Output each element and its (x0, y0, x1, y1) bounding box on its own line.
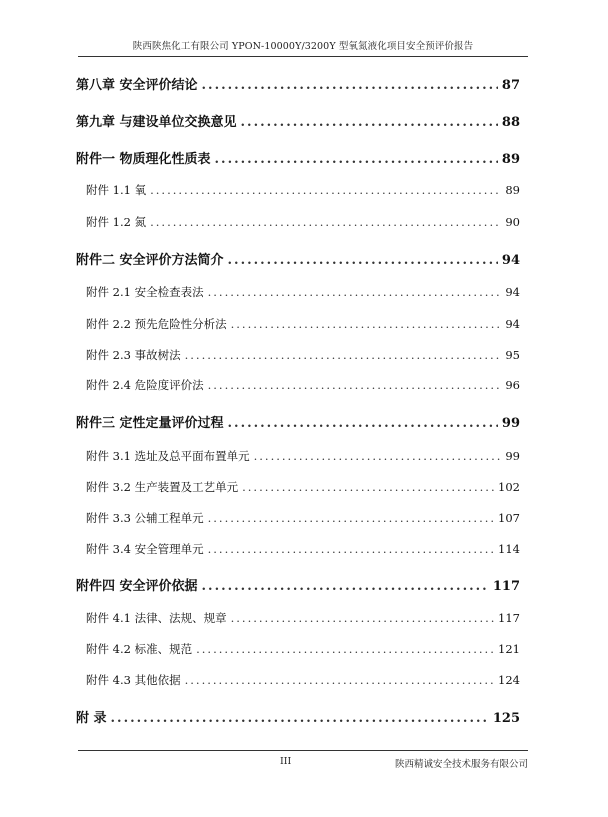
footer-page-number: III (280, 756, 292, 767)
toc-entry-page: 88 (501, 115, 520, 130)
toc-leader (185, 348, 502, 362)
toc-entry[interactable] (76, 412, 520, 431)
toc-entry-page: 87 (501, 78, 520, 93)
toc-entry[interactable] (76, 111, 520, 130)
toc-entry[interactable] (76, 448, 520, 464)
toc-leader (215, 152, 498, 167)
toc-entry-page: 99 (505, 449, 520, 463)
toc-leader (241, 115, 498, 130)
toc-entry-label: 附件 1.1 氧 (86, 183, 147, 197)
header-rule (78, 56, 528, 57)
toc-entry-label: 附件 2.2 预先危险性分析法 (86, 317, 227, 331)
toc-entry-label: 附件三 定性定量评价过程 (76, 416, 224, 431)
toc-leader (150, 183, 501, 197)
toc-leader (231, 317, 502, 331)
toc-leader (231, 611, 494, 625)
toc-entry-page: 114 (498, 542, 520, 556)
toc-entry-page: 102 (498, 480, 520, 494)
toc-leader (196, 642, 494, 656)
toc-entry[interactable] (76, 575, 520, 594)
toc-entry[interactable] (76, 249, 520, 268)
toc-entry[interactable] (76, 510, 520, 526)
toc-entry-label: 第九章 与建设单位交换意见 (76, 115, 237, 130)
toc-leader (208, 378, 502, 392)
toc-entry-page: 117 (492, 579, 520, 594)
toc-leader (150, 215, 501, 229)
toc-entry-page: 96 (505, 378, 520, 392)
toc-entry-label: 附件 3.3 公辅工程单元 (86, 511, 204, 525)
toc-entry-page: 117 (498, 611, 520, 625)
toc-entry-label: 附件 2.4 危险度评价法 (86, 378, 204, 392)
toc-entry-label: 附件四 安全评价依据 (76, 579, 198, 594)
toc-entry[interactable] (76, 74, 520, 93)
toc-entry-label: 附件 1.2 氮 (86, 215, 147, 229)
toc-entry-page: 124 (498, 673, 520, 687)
toc-entry-label: 附件二 安全评价方法简介 (76, 253, 224, 268)
toc-entry-label: 附件 3.4 安全管理单元 (86, 542, 204, 556)
toc-entry-label: 附件一 物质理化性质表 (76, 152, 211, 167)
toc-entry[interactable] (76, 214, 520, 230)
toc-entry-label: 第八章 安全评价结论 (76, 78, 198, 93)
toc-leader (242, 480, 494, 494)
toc-entry-page: 121 (498, 642, 520, 656)
toc-entry-label: 附件 4.1 法律、法规、规章 (86, 611, 227, 625)
toc-entry[interactable] (76, 377, 520, 393)
toc-leader (254, 449, 502, 463)
toc-entry[interactable] (76, 316, 520, 332)
toc-entry-page: 107 (498, 511, 520, 525)
toc-entry-page: 90 (505, 215, 520, 229)
toc-entry[interactable] (76, 707, 520, 726)
toc-entry-page: 94 (505, 285, 520, 299)
toc-entry-label: 附件 2.3 事故树法 (86, 348, 181, 362)
toc-entry-label: 附件 4.3 其他依据 (86, 673, 181, 687)
toc-entry[interactable] (76, 148, 520, 167)
footer-rule (78, 750, 528, 751)
toc-leader (111, 711, 489, 726)
toc-entry-page: 94 (501, 253, 520, 268)
toc-entry-page: 125 (492, 711, 520, 726)
toc-entry-label: 附件 3.1 选址及总平面布置单元 (86, 449, 250, 463)
toc-leader (208, 285, 502, 299)
toc-entry-page: 89 (501, 152, 520, 167)
toc-entry[interactable] (76, 284, 520, 300)
toc-entry[interactable] (76, 672, 520, 688)
toc-entry-page: 99 (501, 416, 520, 431)
toc-entry[interactable] (76, 347, 520, 363)
toc-entry[interactable] (76, 610, 520, 626)
page-header: 陕西陕焦化工有限公司 YPON-10000Y/3200Y 型氧氮液化项目安全预评价报告 (132, 41, 474, 52)
toc-entry-page: 94 (505, 317, 520, 331)
toc-entry-label: 附 录 (76, 711, 107, 726)
toc-entry-label: 附件 2.1 安全检查表法 (86, 285, 204, 299)
toc-leader (228, 253, 498, 268)
toc-leader (208, 542, 494, 556)
toc-leader (228, 416, 498, 431)
toc-leader (208, 511, 494, 525)
footer-company: 陕西精诚安全技术服务有限公司 (394, 759, 528, 770)
toc-leader (202, 579, 489, 594)
toc-entry-label: 附件 3.2 生产装置及工艺单元 (86, 480, 239, 494)
toc-entry-page: 89 (505, 183, 520, 197)
toc-leader (202, 78, 498, 93)
toc-entry-page: 95 (505, 348, 520, 362)
toc-entry-label: 附件 4.2 标准、规范 (86, 642, 193, 656)
toc-entry[interactable] (76, 541, 520, 557)
toc-entry[interactable] (76, 182, 520, 198)
toc-entry[interactable] (76, 479, 520, 495)
toc-entry[interactable] (76, 641, 520, 657)
toc-leader (185, 673, 494, 687)
